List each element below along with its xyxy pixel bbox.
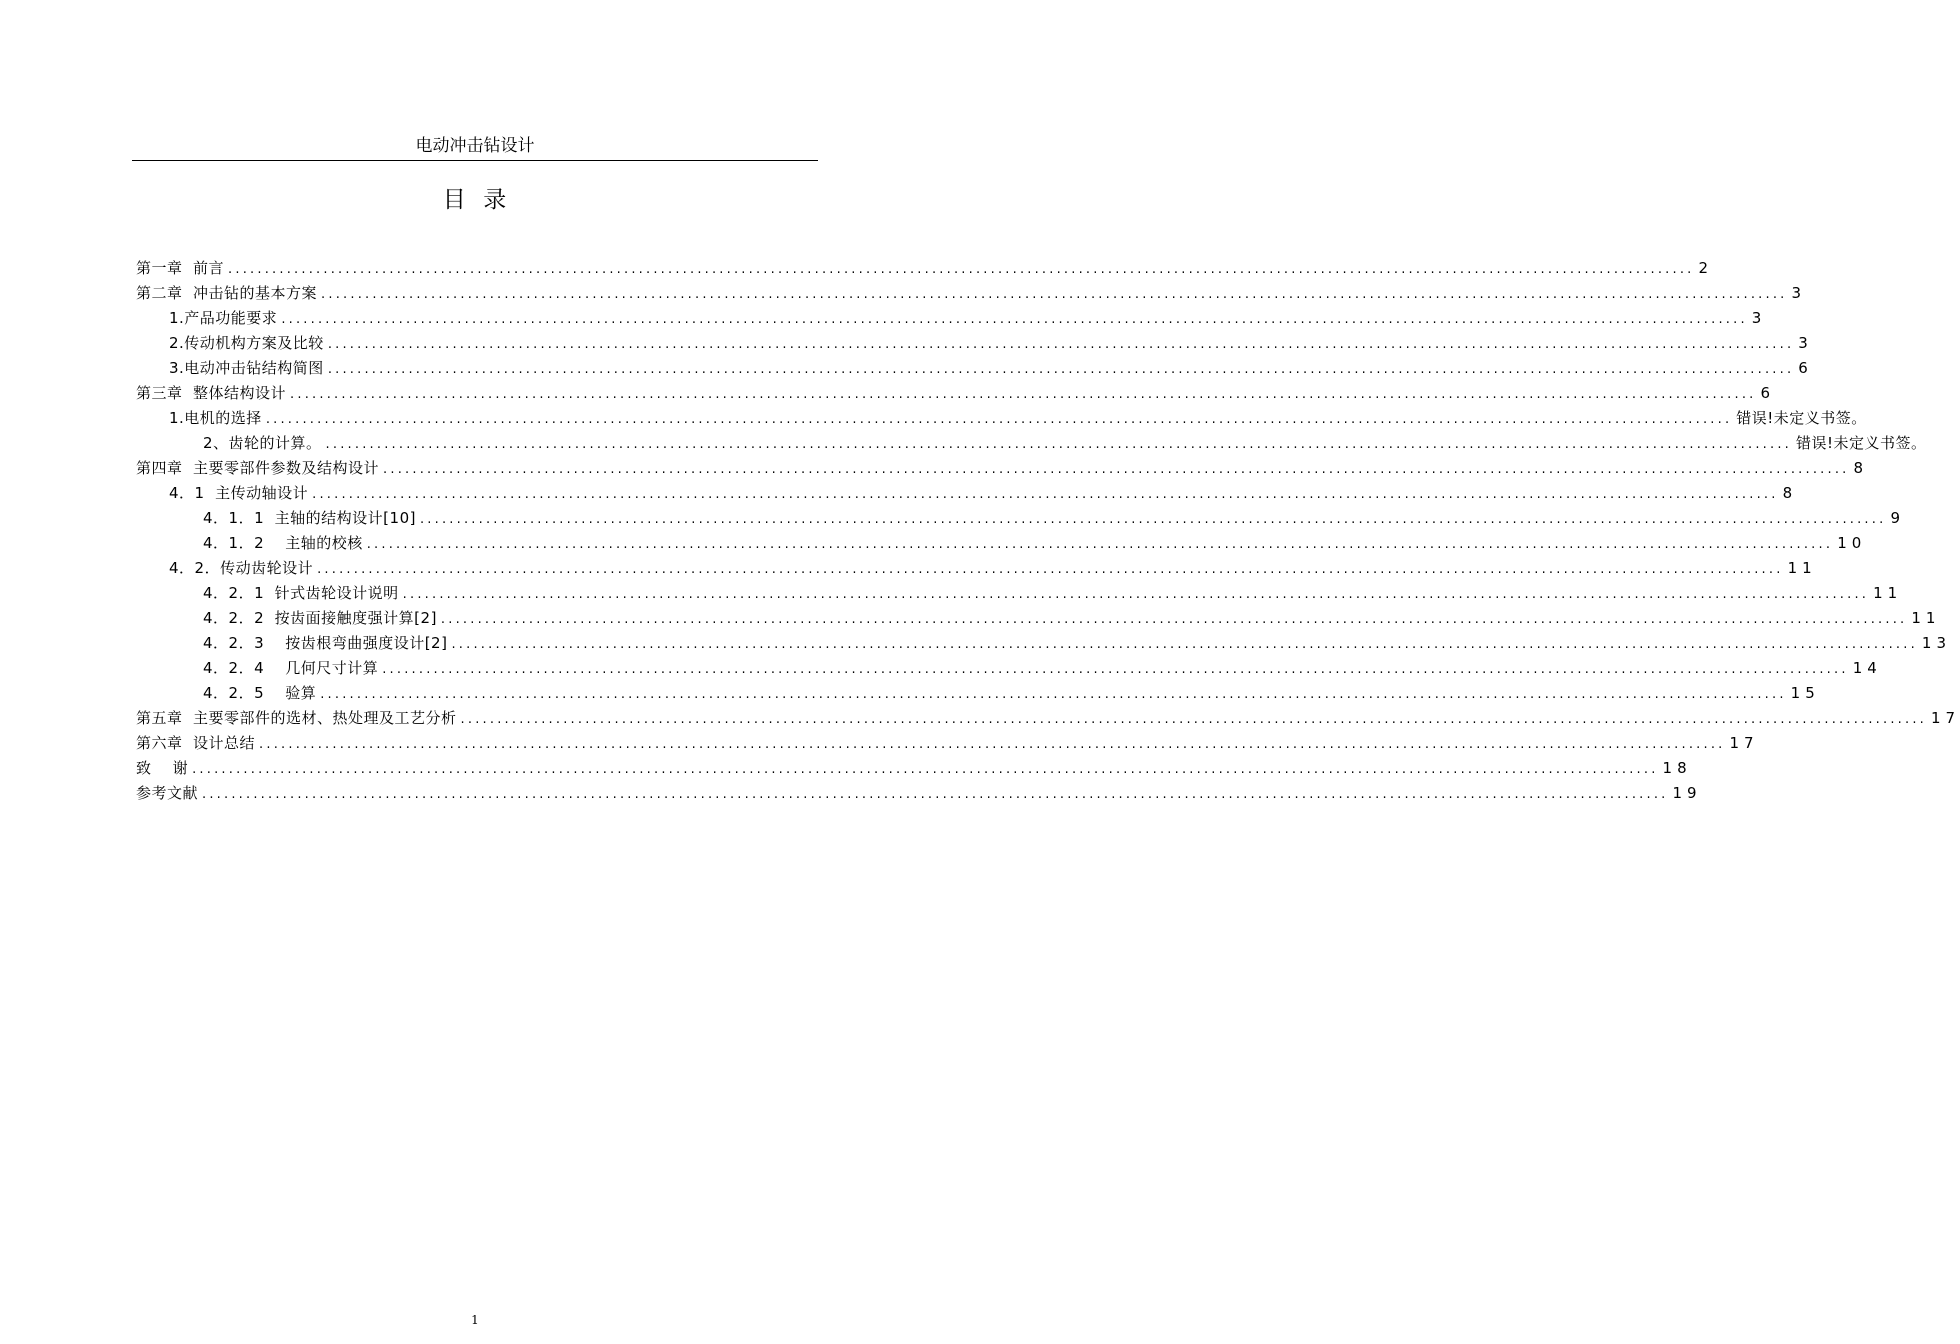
toc-entry-page: 17 (1729, 734, 1759, 752)
toc-entry-label: 第一章 前言 (136, 259, 225, 277)
toc-entry[interactable] (136, 481, 1798, 506)
toc-dot-leader: ........................................................................................................................................................................................................ (312, 487, 1779, 502)
toc-entry[interactable] (136, 756, 1692, 781)
toc-entry-page: 8 (1853, 459, 1869, 477)
toc-dot-leader: ........................................................................................................................................................................................................ (383, 462, 1850, 477)
toc-entry[interactable] (136, 306, 1767, 331)
toc-entry[interactable] (136, 681, 1820, 706)
toc-entry[interactable] (136, 656, 1882, 681)
toc-entry[interactable] (136, 456, 1869, 481)
toc-entry-label: 第六章 设计总结 (136, 734, 256, 752)
toc-entry[interactable] (136, 631, 1952, 656)
toc-entry-page: 9 (1890, 509, 1905, 527)
toc-entry-page: 错误!未定义书签。 (1736, 409, 1867, 427)
toc-dot-leader: ........................................................................................................................................................................................................ (228, 262, 1695, 277)
toc-entry[interactable] (136, 581, 1903, 606)
toc-entry-label: 致 谢 (136, 759, 189, 777)
toc-entry-page: 错误!未定义书签。 (1796, 434, 1927, 452)
toc-dot-leader: ........................................................................................................................................................................................................ (327, 362, 1795, 377)
toc-entry-page: 6 (1760, 384, 1776, 402)
toc-entry-label: 第四章 主要零部件参数及结构设计 (136, 459, 380, 477)
toc-entry[interactable] (136, 556, 1817, 581)
toc-entry[interactable] (136, 331, 1813, 356)
toc-entry-label: 4．1．1 主轴的结构设计[10] (203, 509, 416, 527)
toc-dot-leader: ........................................................................................................................................................................................................ (290, 387, 1757, 402)
toc-entry-page: 11 (1787, 559, 1817, 577)
toc-dot-leader: ........................................................................................................................................................................................................ (419, 512, 1887, 527)
toc-dot-leader: ........................................................................................................................................................................................................ (281, 312, 1748, 327)
toc-entry-page: 13 (1921, 634, 1952, 652)
toc-entry-label: 4．2．4 几何尺寸计算 (203, 659, 379, 677)
toc-entry-label: 1.产品功能要求 (169, 309, 278, 327)
toc-entry-page: 11 (1873, 584, 1903, 602)
table-of-contents (136, 256, 1960, 806)
toc-entry-page: 3 (1798, 334, 1813, 352)
toc-entry-page: 14 (1852, 659, 1882, 677)
toc-dot-leader: ........................................................................................................................................................................................................ (440, 612, 1908, 627)
toc-entry-page: 10 (1837, 534, 1867, 552)
toc-dot-leader: ........................................................................................................................................................................................................ (202, 787, 1669, 802)
toc-entry[interactable] (136, 506, 1905, 531)
toc-dot-leader: ........................................................................................................................................................................................................ (321, 287, 1788, 302)
toc-dot-leader: ........................................................................................................................................................................................................ (460, 712, 1928, 727)
toc-entry[interactable] (136, 606, 1941, 631)
toc-entry-label: 4．2．5 验算 (203, 684, 317, 702)
toc-entry-label: 参考文献 (136, 784, 199, 802)
toc-entry-page: 11 (1911, 609, 1941, 627)
toc-entry[interactable] (136, 381, 1776, 406)
toc-dot-leader: ........................................................................................................................................................................................................ (366, 537, 1834, 552)
toc-entry-page: 6 (1798, 359, 1813, 377)
toc-entry[interactable] (136, 706, 1960, 731)
toc-dot-leader: ........................................................................................................................................................................................................ (259, 737, 1726, 752)
toc-dot-leader: ........................................................................................................................................................................................................ (192, 762, 1659, 777)
toc-title: 目 录 (442, 187, 508, 213)
toc-entry-label: 第三章 整体结构设计 (136, 384, 287, 402)
toc-entry-page: 17 (1931, 709, 1960, 727)
toc-dot-leader: ........................................................................................................................................................................................................ (402, 587, 1870, 602)
toc-entry[interactable] (136, 406, 1867, 431)
toc-entry-label: 3.电动冲击钻结构简图 (169, 359, 324, 377)
toc-entry-label: 1.电机的选择 (169, 409, 262, 427)
toc-entry-page: 8 (1782, 484, 1798, 502)
toc-dot-leader: ........................................................................................................................................................................................................ (265, 412, 1733, 427)
toc-entry-label: 2、齿轮的计算。 (203, 434, 322, 452)
toc-entry-label: 第二章 冲击钻的基本方案 (136, 284, 318, 302)
toc-entry[interactable] (136, 431, 1927, 456)
toc-entry-page: 15 (1790, 684, 1820, 702)
toc-dot-leader: ........................................................................................................................................................................................................ (327, 337, 1795, 352)
toc-entry-page: 2 (1698, 259, 1714, 277)
toc-dot-leader: ........................................................................................................................................................................................................ (451, 637, 1918, 652)
toc-entry-label: 4．2．2 按齿面接触度强计算[2] (203, 609, 437, 627)
header-title: 电动冲击钻设计 (415, 136, 535, 156)
toc-entry-page: 3 (1791, 284, 1807, 302)
toc-entry-label: 4．2．3 按齿根弯曲强度设计[2] (203, 634, 448, 652)
toc-entry[interactable] (136, 781, 1702, 806)
toc-entry-page: 19 (1672, 784, 1702, 802)
toc-dot-leader: ........................................................................................................................................................................................................ (320, 687, 1787, 702)
toc-entry-page: 18 (1662, 759, 1692, 777)
toc-entry[interactable] (136, 531, 1867, 556)
toc-entry-label: 4．2．传动齿轮设计 (169, 559, 314, 577)
toc-dot-leader: ........................................................................................................................................................................................................ (317, 562, 1784, 577)
toc-entry-label: 4．2．1 针式齿轮设计说明 (203, 584, 399, 602)
page-number: 1 (471, 1313, 479, 1327)
toc-entry-label: 第五章 主要零部件的选材、热处理及工艺分析 (136, 709, 457, 727)
toc-entry-label: 4．1．2 主轴的校核 (203, 534, 363, 552)
toc-dot-leader: ........................................................................................................................................................................................................ (382, 662, 1849, 677)
toc-entry[interactable] (136, 731, 1759, 756)
page-header (132, 136, 818, 161)
toc-entry[interactable] (136, 281, 1807, 306)
toc-entry-label: 2.传动机构方案及比较 (169, 334, 324, 352)
toc-entry[interactable] (136, 356, 1813, 381)
toc-entry-label: 4．1 主传动轴设计 (169, 484, 309, 502)
toc-dot-leader: ........................................................................................................................................................................................................ (325, 437, 1793, 452)
toc-entry[interactable] (136, 256, 1714, 281)
toc-entry-page: 3 (1751, 309, 1767, 327)
